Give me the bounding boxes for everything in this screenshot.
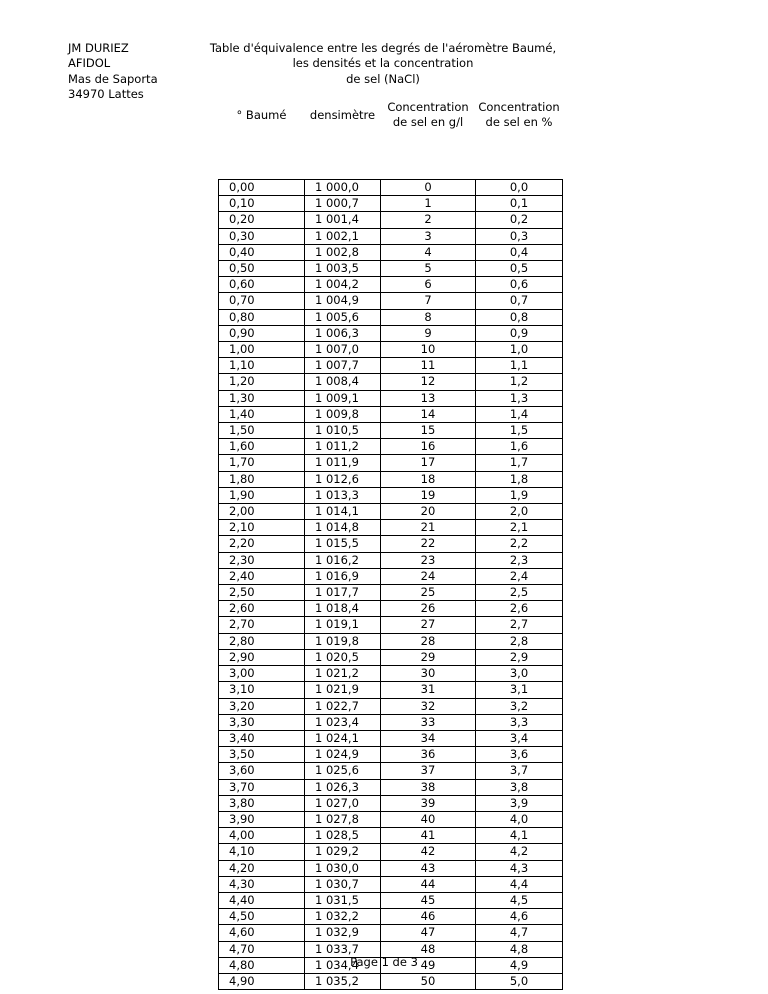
cell-concentration-pct: 3,0 [476,666,563,682]
cell-concentration-gl: 42 [381,844,476,860]
table-row [219,325,563,341]
header-spacer [219,136,563,180]
table-row [219,471,563,487]
sender-street: Mas de Saporta [68,71,158,86]
cell-baume: 1,30 [219,390,305,406]
cell-concentration-pct: 5,0 [476,973,563,989]
cell-concentration-gl: 13 [381,390,476,406]
cell-concentration-gl: 49 [381,957,476,973]
cell-concentration-gl: 47 [381,925,476,941]
title-line-3: de sel (NaCl) [346,71,420,86]
cell-concentration-pct: 4,6 [476,909,563,925]
table-row [219,228,563,244]
cell-densimetre: 1 021,2 [305,666,381,682]
table-row [219,682,563,698]
cell-baume: 3,40 [219,730,305,746]
cell-concentration-pct: 1,6 [476,439,563,455]
cell-concentration-pct: 0,8 [476,309,563,325]
cell-concentration-pct: 4,4 [476,876,563,892]
cell-concentration-gl: 9 [381,325,476,341]
cell-baume: 3,10 [219,682,305,698]
cell-concentration-gl: 43 [381,860,476,876]
table-row [219,568,563,584]
table-row [219,585,563,601]
cell-densimetre: 1 017,7 [305,585,381,601]
table-row [219,779,563,795]
cell-concentration-gl: 40 [381,811,476,827]
cell-concentration-gl: 23 [381,552,476,568]
cell-baume: 3,20 [219,698,305,714]
cell-densimetre: 1 001,4 [305,212,381,228]
table-row [219,876,563,892]
cell-baume: 2,90 [219,649,305,665]
cell-concentration-pct: 3,1 [476,682,563,698]
cell-baume: 0,90 [219,325,305,341]
cell-baume: 0,30 [219,228,305,244]
cell-densimetre: 1 000,0 [305,180,381,196]
document-title [200,41,566,87]
cell-concentration-pct: 3,4 [476,730,563,746]
table-row [219,536,563,552]
header-concentration-gl [381,94,476,136]
cell-densimetre: 1 007,7 [305,358,381,374]
cell-baume: 0,70 [219,293,305,309]
cell-concentration-gl: 24 [381,568,476,584]
page-number: Page 1 de 3 [350,955,418,969]
cell-concentration-gl: 37 [381,763,476,779]
cell-concentration-pct: 2,7 [476,617,563,633]
cell-concentration-gl: 41 [381,828,476,844]
cell-concentration-gl: 14 [381,406,476,422]
cell-baume: 0,40 [219,244,305,260]
cell-concentration-gl: 4 [381,244,476,260]
cell-baume: 2,20 [219,536,305,552]
table-row [219,277,563,293]
cell-concentration-gl: 39 [381,795,476,811]
header-concentration-gl-line-2: de sel en g/l [392,115,464,129]
cell-concentration-gl: 29 [381,649,476,665]
cell-concentration-gl: 36 [381,747,476,763]
cell-baume: 2,00 [219,504,305,520]
cell-concentration-pct: 0,1 [476,196,563,212]
cell-concentration-gl: 46 [381,909,476,925]
table-header-row [219,94,563,136]
cell-concentration-gl: 30 [381,666,476,682]
cell-densimetre: 1 027,0 [305,795,381,811]
cell-baume: 2,30 [219,552,305,568]
table-row [219,730,563,746]
cell-baume: 4,80 [219,957,305,973]
cell-concentration-pct: 0,4 [476,244,563,260]
sender-organization: AFIDOL [68,56,111,71]
sender-name: JM DURIEZ [68,41,129,55]
cell-concentration-pct: 4,2 [476,844,563,860]
cell-baume: 3,90 [219,811,305,827]
cell-baume: 2,10 [219,520,305,536]
table-row [219,342,563,358]
table-row [219,747,563,763]
cell-concentration-gl: 5 [381,261,476,277]
cell-densimetre: 1 030,7 [305,876,381,892]
table-row [219,649,563,665]
cell-densimetre: 1 024,1 [305,730,381,746]
cell-baume: 4,10 [219,844,305,860]
cell-concentration-pct: 0,6 [476,277,563,293]
cell-densimetre: 1 021,9 [305,682,381,698]
cell-concentration-pct: 3,9 [476,795,563,811]
cell-concentration-pct: 1,0 [476,342,563,358]
cell-densimetre: 1 014,1 [305,504,381,520]
cell-densimetre: 1 031,5 [305,892,381,908]
table-row [219,487,563,503]
equivalence-table [218,94,563,990]
cell-concentration-gl: 38 [381,779,476,795]
cell-baume: 4,70 [219,941,305,957]
cell-densimetre: 1 035,2 [305,973,381,989]
table-row [219,601,563,617]
cell-densimetre: 1 012,6 [305,471,381,487]
cell-concentration-gl: 45 [381,892,476,908]
header-baume: ° Baumé [236,107,287,122]
cell-baume: 3,80 [219,795,305,811]
table-row [219,763,563,779]
cell-concentration-gl: 27 [381,617,476,633]
cell-densimetre: 1 024,9 [305,747,381,763]
cell-baume: 4,60 [219,925,305,941]
table-row [219,795,563,811]
cell-baume: 1,60 [219,439,305,455]
title-line-2: les densités et la concentration [292,56,474,71]
cell-baume: 1,00 [219,342,305,358]
cell-densimetre: 1 014,8 [305,520,381,536]
cell-concentration-gl: 48 [381,941,476,957]
table-row [219,455,563,471]
cell-densimetre: 1 019,8 [305,633,381,649]
cell-baume: 4,40 [219,892,305,908]
table-row [219,293,563,309]
cell-concentration-gl: 32 [381,698,476,714]
cell-baume: 1,40 [219,406,305,422]
header-concentration-pct [476,94,563,136]
cell-baume: 1,10 [219,358,305,374]
cell-densimetre: 1 027,8 [305,811,381,827]
cell-concentration-pct: 4,3 [476,860,563,876]
cell-baume: 2,50 [219,585,305,601]
cell-concentration-gl: 2 [381,212,476,228]
cell-concentration-gl: 22 [381,536,476,552]
table-row [219,860,563,876]
cell-concentration-pct: 3,8 [476,779,563,795]
cell-concentration-gl: 31 [381,682,476,698]
cell-concentration-gl: 28 [381,633,476,649]
cell-densimetre: 1 022,7 [305,698,381,714]
cell-baume: 0,80 [219,309,305,325]
cell-baume: 3,60 [219,763,305,779]
cell-densimetre: 1 032,2 [305,909,381,925]
cell-concentration-gl: 3 [381,228,476,244]
cell-concentration-pct: 1,1 [476,358,563,374]
cell-concentration-gl: 18 [381,471,476,487]
cell-concentration-pct: 4,1 [476,828,563,844]
cell-concentration-gl: 26 [381,601,476,617]
table-row [219,811,563,827]
cell-densimetre: 1 033,7 [305,941,381,957]
cell-concentration-pct: 2,1 [476,520,563,536]
table-row [219,617,563,633]
cell-concentration-gl: 10 [381,342,476,358]
cell-densimetre: 1 009,8 [305,406,381,422]
cell-concentration-gl: 34 [381,730,476,746]
cell-concentration-gl: 16 [381,439,476,455]
cell-concentration-gl: 6 [381,277,476,293]
cell-baume: 3,50 [219,747,305,763]
table-row [219,892,563,908]
cell-concentration-gl: 50 [381,973,476,989]
cell-baume: 4,30 [219,876,305,892]
table-row [219,666,563,682]
cell-concentration-pct: 2,8 [476,633,563,649]
table-row [219,552,563,568]
cell-baume: 2,70 [219,617,305,633]
cell-densimetre: 1 018,4 [305,601,381,617]
header-concentration-pct-line-2: de sel en % [485,115,553,129]
cell-concentration-pct: 1,4 [476,406,563,422]
cell-concentration-pct: 2,5 [476,585,563,601]
cell-concentration-pct: 1,5 [476,423,563,439]
cell-baume: 1,50 [219,423,305,439]
cell-densimetre: 1 019,1 [305,617,381,633]
cell-concentration-pct: 0,5 [476,261,563,277]
table-row [219,406,563,422]
cell-densimetre: 1 016,2 [305,552,381,568]
cell-baume: 4,90 [219,973,305,989]
cell-concentration-pct: 2,6 [476,601,563,617]
cell-densimetre: 1 015,5 [305,536,381,552]
cell-concentration-pct: 0,9 [476,325,563,341]
table-row [219,828,563,844]
cell-densimetre: 1 023,4 [305,714,381,730]
cell-baume: 1,80 [219,471,305,487]
cell-densimetre: 1 029,2 [305,844,381,860]
cell-concentration-gl: 17 [381,455,476,471]
table-row [219,244,563,260]
cell-concentration-gl: 12 [381,374,476,390]
table-row [219,374,563,390]
header-concentration-gl-line-1: Concentration [387,100,469,114]
table-row [219,212,563,228]
cell-concentration-pct: 2,4 [476,568,563,584]
sender-address [68,41,158,103]
cell-densimetre: 1 011,2 [305,439,381,455]
table-row [219,714,563,730]
cell-concentration-gl: 20 [381,504,476,520]
cell-baume: 0,10 [219,196,305,212]
cell-baume: 4,20 [219,860,305,876]
cell-concentration-gl: 7 [381,293,476,309]
cell-concentration-pct: 2,3 [476,552,563,568]
cell-densimetre: 1 009,1 [305,390,381,406]
cell-concentration-pct: 3,3 [476,714,563,730]
cell-baume: 0,00 [219,180,305,196]
table-row [219,973,563,989]
cell-densimetre: 1 008,4 [305,374,381,390]
table-row [219,180,563,196]
cell-concentration-pct: 2,2 [476,536,563,552]
cell-concentration-gl: 0 [381,180,476,196]
cell-densimetre: 1 005,6 [305,309,381,325]
cell-concentration-gl: 19 [381,487,476,503]
cell-densimetre: 1 006,3 [305,325,381,341]
cell-concentration-pct: 1,3 [476,390,563,406]
table-row [219,439,563,455]
cell-densimetre: 1 016,9 [305,568,381,584]
cell-baume: 1,20 [219,374,305,390]
cell-concentration-gl: 15 [381,423,476,439]
cell-densimetre: 1 028,5 [305,828,381,844]
cell-concentration-gl: 11 [381,358,476,374]
cell-baume: 4,00 [219,828,305,844]
table-row [219,358,563,374]
table-row [219,633,563,649]
table-row [219,423,563,439]
cell-concentration-pct: 1,8 [476,471,563,487]
table-row [219,196,563,212]
cell-densimetre: 1 013,3 [305,487,381,503]
cell-densimetre: 1 032,9 [305,925,381,941]
cell-concentration-pct: 0,3 [476,228,563,244]
cell-baume: 1,90 [219,487,305,503]
cell-densimetre: 1 030,0 [305,860,381,876]
header-concentration-pct-line-1: Concentration [478,100,560,114]
cell-concentration-pct: 1,9 [476,487,563,503]
cell-baume: 3,70 [219,779,305,795]
cell-concentration-pct: 0,7 [476,293,563,309]
cell-concentration-gl: 44 [381,876,476,892]
cell-baume: 1,70 [219,455,305,471]
cell-densimetre: 1 025,6 [305,763,381,779]
cell-baume: 4,50 [219,909,305,925]
cell-baume: 0,60 [219,277,305,293]
cell-baume: 2,60 [219,601,305,617]
cell-baume: 3,00 [219,666,305,682]
cell-concentration-gl: 25 [381,585,476,601]
cell-concentration-gl: 8 [381,309,476,325]
table-row [219,909,563,925]
cell-densimetre: 1 010,5 [305,423,381,439]
cell-concentration-pct: 3,6 [476,747,563,763]
cell-concentration-pct: 0,2 [476,212,563,228]
cell-baume: 3,30 [219,714,305,730]
cell-densimetre: 1 026,3 [305,779,381,795]
title-line-1: Table d'équivalence entre les degrés de l'aéromètre Baumé, [209,41,557,55]
cell-concentration-pct: 2,9 [476,649,563,665]
table-row [219,261,563,277]
cell-densimetre: 1 004,9 [305,293,381,309]
cell-densimetre: 1 003,5 [305,261,381,277]
cell-concentration-pct: 1,2 [476,374,563,390]
cell-concentration-pct: 4,0 [476,811,563,827]
cell-concentration-pct: 0,0 [476,180,563,196]
cell-densimetre: 1 002,8 [305,244,381,260]
cell-densimetre: 1 004,2 [305,277,381,293]
cell-densimetre: 1 034,4 [305,957,381,973]
table-row [219,309,563,325]
cell-densimetre: 1 007,0 [305,342,381,358]
cell-concentration-pct: 4,8 [476,941,563,957]
cell-concentration-pct: 1,7 [476,455,563,471]
table-row [219,844,563,860]
cell-baume: 0,20 [219,212,305,228]
cell-concentration-gl: 33 [381,714,476,730]
table-row [219,698,563,714]
cell-concentration-pct: 4,5 [476,892,563,908]
table-row [219,390,563,406]
cell-concentration-pct: 3,7 [476,763,563,779]
cell-baume: 2,40 [219,568,305,584]
cell-densimetre: 1 020,5 [305,649,381,665]
table-row [219,925,563,941]
cell-concentration-pct: 4,7 [476,925,563,941]
cell-densimetre: 1 002,1 [305,228,381,244]
sender-city: 34970 Lattes [68,87,144,102]
cell-densimetre: 1 011,9 [305,455,381,471]
cell-concentration-gl: 1 [381,196,476,212]
cell-concentration-pct: 2,0 [476,504,563,520]
table-body [219,136,563,990]
cell-concentration-pct: 3,2 [476,698,563,714]
table-row [219,520,563,536]
cell-densimetre: 1 000,7 [305,196,381,212]
cell-concentration-pct: 4,9 [476,957,563,973]
table-row [219,504,563,520]
header-densimetre: densimètre [309,107,376,122]
cell-baume: 0,50 [219,261,305,277]
cell-concentration-gl: 21 [381,520,476,536]
cell-baume: 2,80 [219,633,305,649]
